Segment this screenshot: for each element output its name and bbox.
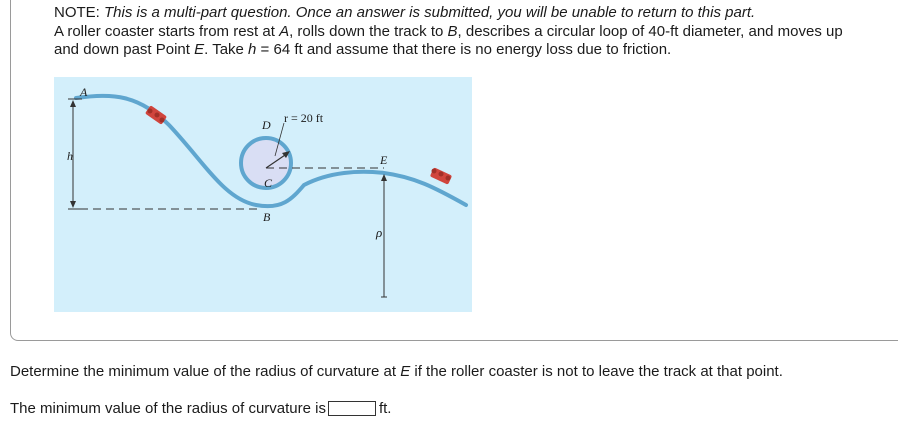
note-line-1 bbox=[54, 4, 894, 23]
label-e: E bbox=[380, 153, 388, 167]
note-text-segment: A roller coaster starts from rest at bbox=[54, 22, 280, 40]
label-rho: ρ bbox=[376, 225, 383, 240]
note-text-segment: . Take bbox=[204, 41, 249, 58]
note-line-3 bbox=[54, 41, 894, 60]
roller-coaster-figure bbox=[54, 77, 472, 312]
answer-label: The minimum value of the radius of curvature is bbox=[10, 400, 326, 417]
note-emphasis: This is a multi-part question. Once an answer is submitted, you will be unable to return to this part. bbox=[104, 4, 756, 21]
point-a-ref: A bbox=[279, 22, 290, 40]
question-text bbox=[10, 363, 783, 380]
figure-svg bbox=[54, 77, 472, 312]
label-h: h bbox=[67, 149, 73, 163]
label-radius: r = 20 ft bbox=[284, 111, 324, 125]
question-point-e: E bbox=[400, 363, 411, 380]
note-text-segment: , describes a circular loop of 40-ft diameter, and moves up bbox=[457, 22, 843, 40]
note-prefix: NOTE: bbox=[54, 4, 105, 21]
label-a: A bbox=[80, 85, 88, 99]
point-e-ref: E bbox=[194, 41, 205, 58]
height-ref: h bbox=[248, 41, 257, 58]
label-c: C bbox=[264, 176, 273, 190]
note-text-segment: , rolls down the track to bbox=[289, 22, 448, 40]
label-d: D bbox=[262, 118, 271, 132]
note-text-segment: and down past Point bbox=[54, 41, 195, 58]
figure-background bbox=[54, 77, 472, 312]
problem-statement bbox=[54, 4, 894, 60]
note-text-segment: = 64 ft and assume that there is no energy loss due to friction. bbox=[256, 41, 672, 58]
question-segment: Determine the minimum value of the radius of curvature at bbox=[10, 363, 401, 380]
radius-answer-input[interactable] bbox=[328, 401, 376, 416]
note-line-2 bbox=[54, 23, 894, 42]
point-b-ref: B bbox=[447, 22, 458, 40]
answer-row bbox=[10, 400, 391, 417]
label-b: B bbox=[263, 210, 271, 224]
question-segment: if the roller coaster is not to leave the track at that point. bbox=[410, 363, 783, 380]
answer-unit: ft. bbox=[378, 400, 392, 417]
